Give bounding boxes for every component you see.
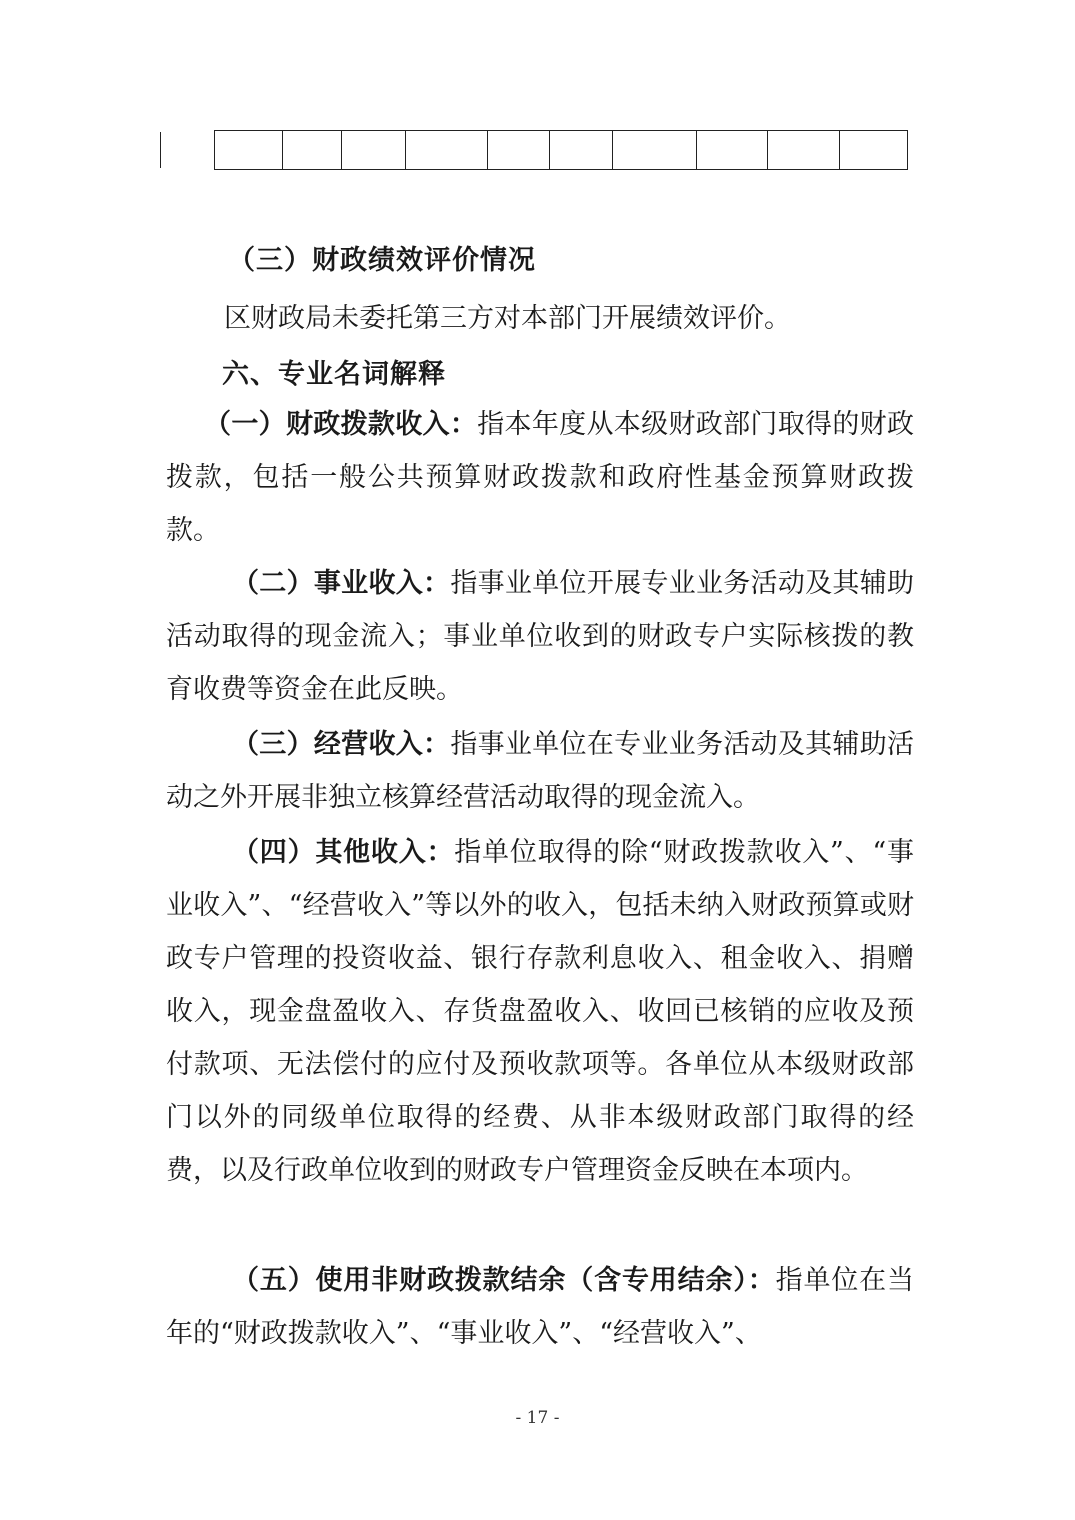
definition-text: 指事业单位开展专业业务活动及其辅助活动取得的现金流入；事业单位收到的财政专户实际核拨的教育收费等资金在此反映。	[166, 568, 915, 705]
definition-text: 指单位在当年的“财政拨款收入”、“事业收入”、“经营收入”、	[166, 1265, 915, 1349]
table-cell	[697, 131, 768, 170]
table-cell	[768, 131, 840, 170]
definition-paragraph	[166, 1254, 914, 1360]
definition-text: 指单位取得的除“财政拨款收入”、“事业收入”、“经营收入”等以外的收入，包括未纳入财政预算或财政专户管理的投资收益、银行存款利息收入、租金收入、捐赠收入，现金盘盈收入、存货盘盈收入、收回已核销的应收及预付款项、无法偿付的应付及预收款项等。各单位从本级财政部门以外的同级单位取得的经费、从非本级财政部门取得的经费，以及行政单位收到的财政专户管理资金反映在本项内。	[166, 837, 914, 1186]
table-row	[215, 131, 908, 170]
table-left-edge	[160, 132, 161, 168]
definition-paragraph	[166, 718, 914, 824]
definition-term: （二）事业收入：	[232, 568, 451, 599]
definition-paragraph	[166, 398, 914, 557]
definition-paragraph	[166, 826, 914, 1197]
definition-term: （一）财政拨款收入：	[204, 409, 478, 440]
table-cell	[840, 131, 908, 170]
definition-text: 指本年度从本级财政部门取得的财政拨款，包括一般公共预算财政拨款和政府性基金预算财政拨款。	[166, 409, 915, 546]
definition-paragraph	[166, 557, 914, 716]
definition-text: 指事业单位在专业业务活动及其辅助活动之外开展非独立核算经营活动取得的现金流入。	[166, 729, 915, 813]
table-cell	[550, 131, 613, 170]
table-fragment	[214, 130, 908, 170]
definition-term: （三）经营收入：	[232, 729, 451, 760]
chapter-heading: 六、专业名词解释	[222, 359, 446, 390]
table-cell	[342, 131, 406, 170]
definition-term: （四）其他收入：	[232, 837, 455, 868]
table-cell	[613, 131, 697, 170]
definition-term: （五）使用非财政拨款结余（含专用结余）：	[232, 1265, 776, 1296]
section-paragraph: 区财政局未委托第三方对本部门开展绩效评价。	[224, 303, 791, 334]
section-heading: （三）财政绩效评价情况	[228, 245, 536, 276]
table-cell	[283, 131, 342, 170]
page-number: - 17 -	[515, 1408, 560, 1428]
table-cell	[406, 131, 488, 170]
table-cell	[488, 131, 550, 170]
table-cell	[215, 131, 283, 170]
